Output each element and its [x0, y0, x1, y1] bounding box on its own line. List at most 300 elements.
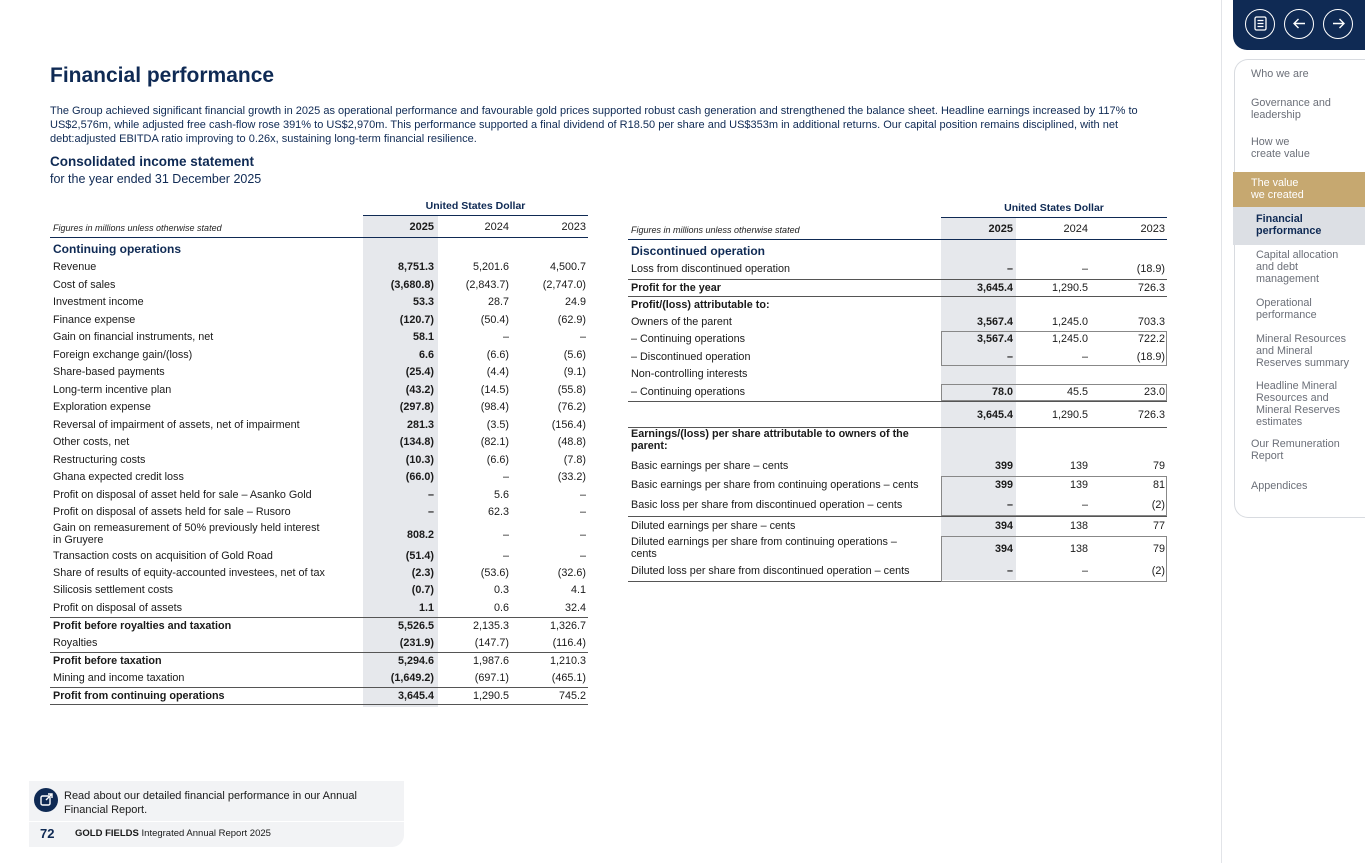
cell-2023: – — [579, 488, 586, 501]
row-label-text-line2: cents — [631, 547, 657, 560]
table-row — [50, 277, 588, 295]
cell-2024: (50.4) — [480, 313, 509, 326]
cell-2025: 78.0 — [991, 385, 1013, 398]
nav-item-label: Governance and — [1251, 97, 1331, 109]
row-label-text: Long-term incentive plan — [53, 383, 172, 396]
table-row — [628, 241, 1167, 261]
cell-2024: (14.5) — [480, 383, 509, 396]
row-label-text: Royalties — [53, 636, 98, 649]
nav-subitem-label: Capital allocation — [1256, 249, 1339, 261]
cell-2023: 81 — [1152, 479, 1165, 491]
row-label-owners-of-the-parent — [631, 316, 732, 328]
table-row — [50, 399, 588, 417]
cell-2023: (18.9) — [1136, 350, 1165, 363]
cell-2024: 2,135.3 — [472, 620, 509, 633]
cell-2024: (82.1) — [480, 436, 509, 449]
cell-2023: 32.4 — [564, 601, 586, 614]
table-row — [50, 417, 588, 435]
year-2024: 2024 — [484, 221, 509, 233]
cell-2025: (25.4) — [405, 366, 434, 379]
cell-2025: 281.3 — [406, 418, 434, 431]
table-row — [50, 487, 588, 505]
cell-2023: 4.1 — [570, 584, 586, 597]
row-label-loss-from-discontinued-operation — [631, 263, 790, 275]
cell-2023: 24.9 — [564, 296, 586, 309]
cell-2023: (76.2) — [557, 401, 586, 414]
arrow-right-icon[interactable] — [1323, 9, 1353, 39]
table-row — [50, 469, 588, 487]
row-label-restructuring-costs — [53, 454, 145, 466]
table-row — [628, 516, 1167, 536]
cell-2024: 1,290.5 — [1051, 281, 1088, 294]
cell-2023: (18.9) — [1136, 263, 1165, 276]
row-label-text: Gain on remeasurement of 50% previously held interest — [53, 521, 320, 534]
row-label-text: Diluted loss per share from discontinued operation – cents — [631, 565, 910, 577]
cell-2025: 8,751.3 — [397, 261, 434, 274]
table-header — [50, 216, 588, 238]
nav-item-label: Appendices — [1251, 480, 1308, 492]
cell-2025: 399 — [994, 460, 1013, 473]
table-row — [50, 670, 588, 688]
cell-2024: (697.1) — [474, 671, 509, 684]
cell-2024: 45.5 — [1066, 385, 1088, 398]
nav-subitem-headline-mineral-resources-and[interactable] — [1256, 380, 1340, 428]
page-number: 72 — [40, 826, 55, 841]
row-label-earnings-loss-per-share-attributable-to- — [631, 428, 909, 452]
cell-2023: (116.4) — [552, 636, 586, 649]
cell-2023: – — [579, 529, 586, 541]
table-header — [628, 218, 1167, 240]
table-row — [50, 239, 588, 259]
cell-2024: (6.6) — [486, 453, 509, 466]
sidebar-divider — [1221, 0, 1222, 863]
row-label-basic-loss-per-share-from-discontinued-o — [631, 499, 902, 511]
row-label-text: Silicosis settlement costs — [53, 584, 174, 597]
table-row — [50, 329, 588, 347]
table-row — [50, 504, 588, 522]
table-row — [628, 261, 1167, 279]
nav-subitem-operational-performance[interactable] — [1256, 297, 1317, 321]
cell-2024: 1,290.5 — [1051, 408, 1088, 421]
row-label-text: Mining and income taxation — [53, 671, 185, 684]
cell-2025: 399 — [994, 479, 1013, 491]
cell-2024: 28.7 — [487, 296, 509, 309]
grouped-cells-box — [941, 476, 1167, 516]
table-row — [50, 635, 588, 653]
table-row — [50, 452, 588, 470]
nav-item-label: Who we are — [1251, 68, 1309, 80]
row-label-text: Basic earnings per share from continuing operations – cents — [631, 479, 919, 491]
row-label-ghana-expected-credit-loss — [53, 471, 184, 483]
row-label-text: Transaction costs on acquisition of Gold Road — [53, 549, 273, 562]
currency-header: United States Dollar — [363, 200, 588, 216]
row-label-continuing-operations — [631, 386, 745, 398]
year-2023: 2023 — [561, 221, 586, 233]
row-label-gain-on-financial-instruments-net — [53, 331, 213, 343]
cell-2023: (62.9) — [557, 313, 586, 326]
row-label-text: Share-based payments — [53, 366, 165, 379]
cell-2024: (3.5) — [486, 418, 509, 431]
cell-2023: 703.3 — [1137, 315, 1165, 328]
cell-2023: (2,747.0) — [542, 278, 586, 291]
nav-item-governance-and-leadership[interactable] — [1251, 97, 1331, 121]
cell-2024: – — [1081, 565, 1088, 577]
cell-2023: (465.1) — [551, 671, 586, 684]
nav-item-the-value-we-created[interactable] — [1251, 177, 1304, 201]
nav-item-appendices[interactable] — [1251, 480, 1307, 492]
table-row — [50, 582, 588, 600]
cell-2024: 1,245.0 — [1051, 333, 1088, 346]
nav-subitem-label: Resources and — [1256, 392, 1329, 404]
cell-2025: (10.3) — [405, 453, 434, 466]
cell-2025: – — [1006, 499, 1013, 511]
row-label-continuing-operations — [53, 243, 181, 255]
cell-2025: (51.4) — [405, 549, 434, 562]
row-label-profit-for-the-year — [631, 282, 721, 294]
cell-2024: 139 — [1069, 460, 1088, 473]
cell-2025: – — [1006, 565, 1013, 577]
statement-period: for the year ended 31 December 2025 — [50, 172, 262, 186]
nav-item-our-remuneration-report[interactable] — [1251, 438, 1340, 462]
table-row — [50, 600, 588, 618]
cell-2024: (6.6) — [486, 348, 509, 361]
row-label-profit-loss-attributable-to — [631, 299, 770, 311]
cell-2025: 808.2 — [406, 529, 434, 541]
row-label-text: – Continuing operations — [631, 333, 746, 346]
cell-2024: (4.4) — [486, 366, 509, 379]
cell-2025: 3,645.4 — [397, 690, 434, 703]
row-label-revenue — [53, 261, 96, 273]
row-label-profit-before-royalties-and-taxation — [53, 620, 231, 632]
cell-2025: 5,294.6 — [397, 655, 434, 668]
cell-2023: 1,326.7 — [549, 620, 586, 633]
row-label-mining-and-income-taxation — [53, 672, 184, 684]
row-label-silicosis-settlement-costs — [53, 584, 173, 596]
row-label-text: Reversal of impairment of assets, net of impairment — [53, 418, 300, 431]
table-row — [628, 458, 1167, 476]
nav-item-label-line2: leadership — [1251, 109, 1301, 121]
income-statement-table-left — [50, 200, 588, 710]
row-label-reversal-of-impairment-of-assets-net-of- — [53, 419, 300, 431]
row-label-text: Gain on financial instruments, net — [53, 331, 214, 344]
year-2025: 2025 — [409, 221, 434, 233]
cell-2023: 726.3 — [1137, 408, 1165, 421]
year-2025: 2025 — [988, 223, 1013, 235]
table-row — [628, 279, 1167, 297]
cell-2025: – — [427, 488, 434, 501]
cell-2025: 394 — [994, 543, 1013, 555]
cell-2025: (0.7) — [411, 584, 434, 597]
external-link-icon[interactable] — [34, 788, 58, 812]
table-row — [50, 548, 588, 565]
cell-2024: – — [502, 529, 509, 541]
cell-2024: 5,201.6 — [472, 261, 509, 274]
row-label-profit-on-disposal-of-assets — [53, 602, 182, 614]
cell-2025: (120.7) — [399, 313, 434, 326]
cell-2025: – — [1006, 263, 1013, 276]
year-2024: 2024 — [1063, 223, 1088, 235]
row-label-profit-on-disposal-of-asset-held-for-sal — [53, 489, 312, 501]
row-label-text: Investment income — [53, 296, 144, 309]
row-label-foreign-exchange-gain-loss — [53, 349, 192, 361]
nav-item-who-we-are[interactable] — [1251, 68, 1309, 80]
row-label-text: Profit on disposal of assets held for sale – Rusoro — [53, 506, 291, 519]
cell-2024: 5.6 — [493, 488, 509, 501]
cell-2023: (5.6) — [563, 348, 586, 361]
contents-icon[interactable] — [1245, 9, 1275, 39]
cell-2024: – — [1081, 263, 1088, 276]
cell-2023: 23.0 — [1143, 385, 1165, 398]
nav-item-label: The value — [1251, 177, 1299, 189]
nav-subitem-label: Mineral Resources — [1256, 333, 1347, 345]
row-label-investment-income — [53, 296, 144, 308]
cell-2025: (231.9) — [399, 636, 434, 649]
cell-2023: 726.3 — [1137, 281, 1165, 294]
cell-2025: 1.1 — [418, 601, 434, 614]
nav-subitem-label: Operational — [1256, 297, 1312, 309]
row-label-text: Diluted earnings per share – cents — [631, 520, 796, 532]
row-label-text: Profit from continuing operations — [53, 690, 225, 703]
row-label-diluted-earnings-per-share-cents — [631, 520, 795, 532]
cell-2025: (2.3) — [411, 566, 434, 579]
nav-subitem-label: management — [1256, 273, 1320, 285]
row-label-text: Ghana expected credit loss — [53, 471, 184, 484]
table-row — [50, 617, 588, 635]
cell-2024: – — [1081, 350, 1088, 363]
nav-item-how-we-create-value[interactable] — [1251, 136, 1310, 160]
row-label-cost-of-sales — [53, 279, 115, 291]
table-row — [628, 427, 1167, 458]
table-row — [50, 312, 588, 330]
cell-2025: 53.3 — [412, 296, 434, 309]
brand-name: GOLD FIELDS — [75, 828, 139, 839]
cell-2024: 1,987.6 — [472, 655, 509, 668]
nav-subitem-financial-performance[interactable] — [1256, 213, 1321, 237]
row-label-text: Cost of sales — [53, 278, 116, 291]
year-2023: 2023 — [1140, 223, 1165, 235]
row-label-diluted-earnings-per-share-from-continui — [631, 536, 897, 560]
grouped-cells-box — [941, 331, 1167, 366]
table-row — [50, 434, 588, 452]
row-label-profit-from-continuing-operations — [53, 690, 225, 702]
table-row — [628, 401, 1167, 427]
report-title — [75, 828, 271, 839]
row-label-text: – Discontinued operation — [631, 350, 751, 363]
cell-2023: 722.2 — [1137, 333, 1165, 346]
intro-paragraph: The Group achieved significant financial growth in 2025 as operational performance and favourable gold prices supported robust cash generation and strengthened the balance sheet. Headline earnings increased by 117% to US$2,576m, while adjusted free cash-flow rose 391% to US$2,970m. This performance supported a final dividend of R18.50 per share and US$353m in additional returns. Our capital position remains disciplined, with net debt:adjusted EBITDA ratio improving to 0.26x, sustaining long-term financial resilience. — [50, 105, 1138, 145]
nav-item-label: How we — [1251, 136, 1290, 148]
cell-2024: 62.3 — [487, 506, 509, 519]
figures-note: Figures in millions unless otherwise stated — [53, 223, 222, 233]
row-label-text: Continuing operations — [53, 241, 181, 256]
cell-2025: (297.8) — [399, 401, 434, 414]
row-label-royalties — [53, 637, 97, 649]
cell-2023: (33.2) — [557, 471, 586, 484]
cell-2023: – — [579, 506, 586, 519]
row-label-share-of-results-of-equity-accounted-inv — [53, 567, 325, 579]
row-label-text: Diluted earnings per share from continuing operations – — [631, 535, 897, 548]
cell-2023: 79 — [1152, 543, 1165, 555]
cell-2023: (7.8) — [563, 453, 586, 466]
row-label-text: Basic loss per share from discontinued operation – cents — [631, 499, 903, 511]
nav-subitem-label: Financial — [1256, 213, 1303, 225]
nav-subitem-mineral-resources-and-mineral[interactable] — [1256, 333, 1349, 369]
table-row — [628, 314, 1167, 332]
table-row — [50, 382, 588, 400]
nav-subitem-label: performance — [1256, 225, 1322, 237]
nav-subitem-label: Mineral Reserves — [1256, 404, 1341, 416]
row-label-other-costs-net — [53, 436, 129, 448]
cell-2024: – — [502, 549, 509, 562]
row-label-transaction-costs-on-acquisition-of-gold — [53, 550, 273, 562]
cell-2024: (147.7) — [474, 636, 509, 649]
nav-item-label: Our Remuneration — [1251, 438, 1340, 450]
cell-2023: 1,210.3 — [549, 655, 586, 668]
cell-2025: 3,567.4 — [976, 333, 1013, 346]
row-label-profit-before-taxation — [53, 655, 162, 667]
nav-subitem-label: Reserves summary — [1256, 357, 1349, 369]
row-label-text: Foreign exchange gain/(loss) — [53, 348, 193, 361]
row-label-gain-on-remeasurement-of-50-previously-h — [53, 522, 319, 546]
cell-2024: 138 — [1069, 543, 1088, 555]
nav-item-label-line2: we created — [1251, 189, 1304, 201]
cell-2025: – — [1006, 350, 1013, 363]
row-label-finance-expense — [53, 314, 135, 326]
table-row — [50, 259, 588, 277]
nav-item-label-line2: Report — [1251, 450, 1284, 462]
cell-2025: (1,649.2) — [390, 671, 434, 684]
row-label-non-controlling-interests — [631, 368, 747, 380]
row-label-text: Discontinued operation — [631, 243, 766, 258]
nav-subitem-label: and Mineral — [1256, 345, 1313, 357]
row-label-text: Exploration expense — [53, 401, 151, 414]
row-label-continuing-operations — [631, 333, 745, 345]
nav-subitem-capital-allocation-and-debt[interactable] — [1256, 249, 1338, 285]
row-label-text-line2: in Gruyere — [53, 533, 104, 546]
cell-2024: 0.6 — [493, 601, 509, 614]
table-row — [628, 366, 1167, 384]
row-label-discontinued-operation — [631, 245, 765, 257]
cell-2025: (66.0) — [405, 471, 434, 484]
row-label-basic-earnings-per-share-cents — [631, 460, 788, 472]
grouped-cells-box — [941, 536, 1167, 582]
table-row — [50, 347, 588, 365]
row-label-text: – Continuing operations — [631, 385, 746, 398]
income-statement-table-right — [628, 202, 1167, 584]
row-label-text: Profit before taxation — [53, 655, 162, 668]
row-label-text: Profit for the year — [631, 281, 721, 294]
cell-2024: (53.6) — [480, 566, 509, 579]
row-label-text: Profit on disposal of assets — [53, 601, 183, 614]
cell-2023: (32.6) — [557, 566, 586, 579]
report-name: Integrated Annual Report 2025 — [141, 828, 271, 839]
nav-subitem-label: estimates — [1256, 416, 1303, 428]
cell-2025: (3,680.8) — [390, 278, 434, 291]
table-row — [50, 522, 588, 548]
table-row — [50, 652, 588, 670]
nav-item-label-line2: create value — [1251, 148, 1310, 160]
cell-2023: – — [579, 549, 586, 562]
cell-2024: – — [1081, 499, 1088, 511]
cell-2024: (98.4) — [480, 401, 509, 414]
page-title: Financial performance — [50, 64, 275, 87]
cell-2024: – — [502, 331, 509, 344]
cell-2025: 6.6 — [418, 348, 434, 361]
grouped-cells-box — [941, 384, 1167, 402]
cell-2025: 3,645.4 — [976, 408, 1013, 421]
row-label-text-line2: parent: — [631, 440, 668, 452]
row-label-text: Owners of the parent — [631, 315, 732, 328]
cell-2025: 58.1 — [412, 331, 434, 344]
cell-2025: 3,567.4 — [976, 315, 1013, 328]
row-label-text: Earnings/(loss) per share attributable to owners of the — [631, 428, 909, 440]
figures-note: Figures in millions unless otherwise stated — [631, 225, 800, 235]
cell-2023: 745.2 — [558, 690, 586, 703]
cell-2025: 5,526.5 — [397, 620, 434, 633]
row-label-text: Finance expense — [53, 313, 136, 326]
row-label-share-based-payments — [53, 366, 165, 378]
arrow-left-icon[interactable] — [1284, 9, 1314, 39]
table-row — [50, 687, 588, 705]
table-row — [628, 296, 1167, 314]
cell-2023: (48.8) — [557, 436, 586, 449]
cell-2025: (43.2) — [405, 383, 434, 396]
cell-2024: (2,843.7) — [465, 278, 509, 291]
row-label-text: Share of results of equity-accounted investees, net of tax — [53, 566, 325, 579]
row-label-text: Restructuring costs — [53, 453, 146, 466]
cell-2023: (2) — [1151, 499, 1165, 511]
row-label-text: Profit before royalties and taxation — [53, 620, 232, 633]
nav-subitem-label: Headline Mineral — [1256, 380, 1338, 392]
cell-2023: 79 — [1152, 460, 1165, 473]
cell-2023: (2) — [1151, 565, 1165, 577]
cell-2024: 0.3 — [493, 584, 509, 597]
cell-2025: 3,645.4 — [976, 281, 1013, 294]
row-label-text: Revenue — [53, 261, 97, 274]
statement-title: Consolidated income statement — [50, 154, 255, 169]
row-label-text: Other costs, net — [53, 436, 130, 449]
cell-2024: 1,245.0 — [1051, 315, 1088, 328]
cell-2025: – — [427, 506, 434, 519]
row-label-discontinued-operation — [631, 351, 750, 363]
row-label-text: Loss from discontinued operation — [631, 263, 791, 276]
row-label-text: Basic earnings per share – cents — [631, 460, 789, 473]
cell-2024: 1,290.5 — [472, 690, 509, 703]
row-label-text: Profit on disposal of asset held for sale – Asanko Gold — [53, 488, 312, 501]
cell-2025: (134.8) — [399, 436, 434, 449]
cell-2023: 4,500.7 — [549, 261, 586, 274]
nav-subitem-label: and debt — [1256, 261, 1299, 273]
nav-toolbar — [1233, 0, 1365, 50]
cell-2023: (156.4) — [551, 418, 586, 431]
cell-2024: 139 — [1069, 479, 1088, 491]
row-label-basic-earnings-per-share-from-continuing — [631, 479, 918, 491]
cell-2023: (9.1) — [563, 366, 586, 379]
nav-subitem-label: performance — [1256, 309, 1317, 321]
table-row — [50, 565, 588, 583]
row-label-profit-on-disposal-of-assets-held-for-sa — [53, 506, 291, 518]
currency-header: United States Dollar — [941, 202, 1167, 218]
table-row — [50, 294, 588, 312]
cell-2025: 394 — [994, 520, 1013, 532]
row-label-text: Profit/(loss) attributable to: — [631, 299, 770, 312]
cell-2024: – — [502, 471, 509, 484]
annual-report-link-card[interactable] — [29, 781, 404, 847]
row-label-long-term-incentive-plan — [53, 384, 171, 396]
cell-2023: 77 — [1152, 520, 1165, 532]
cell-2024: 138 — [1069, 520, 1088, 532]
annual-report-link-text[interactable]: Read about our detailed financial performance in our Annual Financial Report. — [64, 790, 357, 816]
